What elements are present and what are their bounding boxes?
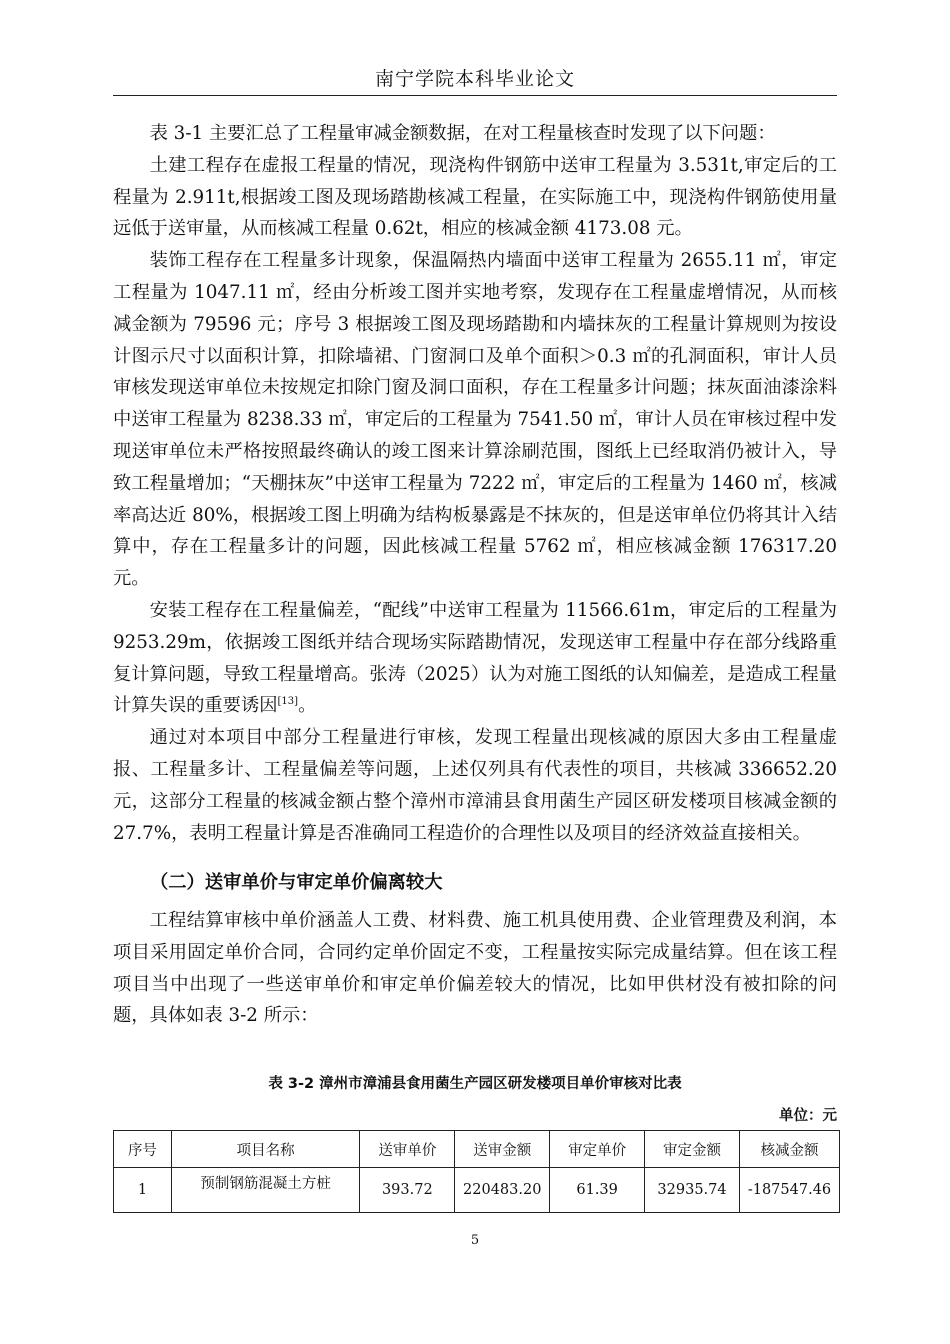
table-header-cell: 审定单价 xyxy=(550,1131,645,1168)
paragraph-text: 安装工程存在工程量偏差，“配线”中送审工程量为 11566.61m，审定后的工程量为 9253.29m，依据竣工图纸并结合现场实际踏勘情况，发现送审工程量中存在部分线路重复计算问题，导致工程量增高。张涛（2025）认为对施工图纸的认知偏差，是造成工程量计算失误的重要诱因 xyxy=(113,599,837,717)
table-cell: 61.39 xyxy=(550,1168,645,1213)
table-header-cell: 核减金额 xyxy=(739,1131,839,1168)
table-header-row xyxy=(114,1131,840,1168)
paragraph: 通过对本项目中部分工程量进行审核，发现工程量出现核减的原因大多由工程量虚报、工程量多计、工程量偏差等问题，上述仅列具有代表性的项目，共核减 336652.20 元，这部分工程量的核减金额占整个漳州市漳浦县食用菌生产园区研发楼项目核减金额的 27.7%，表明工程量计算是否准确同工程造价的合理性以及项目的经济效益直接相关。 xyxy=(113,727,837,844)
table-header-cell: 送审金额 xyxy=(455,1131,550,1168)
body-text xyxy=(113,118,837,849)
table-cell: -187547.46 xyxy=(739,1168,839,1213)
table-cell: 预制钢筋混凝土方桩 xyxy=(171,1168,360,1213)
running-header: 南宁学院本科毕业论文 xyxy=(374,68,575,90)
data-table xyxy=(113,1130,840,1213)
citation-ref[interactable]: [13] xyxy=(277,696,299,708)
section-heading: （二）送审单价与审定单价偏离较大 xyxy=(150,872,443,893)
table-caption: 表 3-2 漳州市漳浦县食用菌生产园区研发楼项目单价审核对比表 xyxy=(268,1076,682,1092)
table-header-cell: 审定金额 xyxy=(645,1131,740,1168)
paragraph: 装饰工程存在工程量多计现象，保温隔热内墙面中送审工程量为 2655.11 ㎡，审定工程量为 1047.11 ㎡，经由分析竣工图并实地考察，发现存在工程量虚增情况，从而核减金额为 79596 元；序号 3 根据竣工图及现场踏勘和内墙抹灰的工程量计算规则为按设计图示尺寸以面积计算，扣除墙裙、门窗洞口及单个面积＞0.3 ㎡的孔洞面积，审计人员审核发现送审单位未按规定扣除门窗及洞口面积，存在工程量多计问题；抹灰面油漆涂料中送审工程量为 8238.33 ㎡，审定后的工程量为 7541.50 ㎡，审计人员在审核过程中发现送审单位未严格按照最终确认的竣工图来计算涂刷范围，图纸上已经取消仍被计入，导致工程量增加；“天棚抹灰”中送审工程量为 7222 ㎡，审定后的工程量为 1460 ㎡，核减率高达近 80%，根据竣工图上明确为结构板暴露是不抹灰的，但是送审单位仍将其计入结算中，存在工程量多计的问题，因此核减工程量 5762 ㎡，相应核减金额 176317.20 元。 xyxy=(113,250,837,590)
header-rule xyxy=(113,95,837,96)
table-cell: 393.72 xyxy=(360,1168,455,1213)
table-row xyxy=(114,1168,840,1213)
paragraph xyxy=(113,595,837,722)
paragraph: 工程结算审核中单价涵盖人工费、材料费、施工机具使用费、企业管理费及利润，本项目采用固定单价合同，合同约定单价固定不变，工程量按实际完成量结算。但在该工程项目当中出现了一些送审单价和审定单价偏差较大的情况，比如甲供材没有被扣除的问题，具体如表 3-2 所示： xyxy=(113,910,837,1027)
page-number: 5 xyxy=(470,1233,480,1248)
table-cell: 220483.20 xyxy=(455,1168,550,1213)
table-unit: 单位：元 xyxy=(779,1108,837,1124)
paragraph-tail: 。 xyxy=(298,695,317,717)
table-cell: 32935.74 xyxy=(645,1168,740,1213)
table-header-cell: 序号 xyxy=(114,1131,172,1168)
table-header-cell: 送审单价 xyxy=(360,1131,455,1168)
table-cell: 1 xyxy=(114,1168,172,1213)
body-text-2 xyxy=(113,905,837,1032)
paragraph: 土建工程存在虚报工程量的情况，现浇构件钢筋中送审工程量为 3.531t,审定后的工程量为 2.911t,根据竣工图及现场踏勘核减工程量，在实际施工中，现浇构件钢筋使用量远低于送审量，从而核减工程量 0.62t，相应的核减金额 4173.08 元。 xyxy=(113,154,837,240)
paragraph: 表 3-1 主要汇总了工程量审减金额数据，在对工程量核查时发现了以下问题： xyxy=(149,123,776,144)
table-header-cell: 项目名称 xyxy=(171,1131,360,1168)
